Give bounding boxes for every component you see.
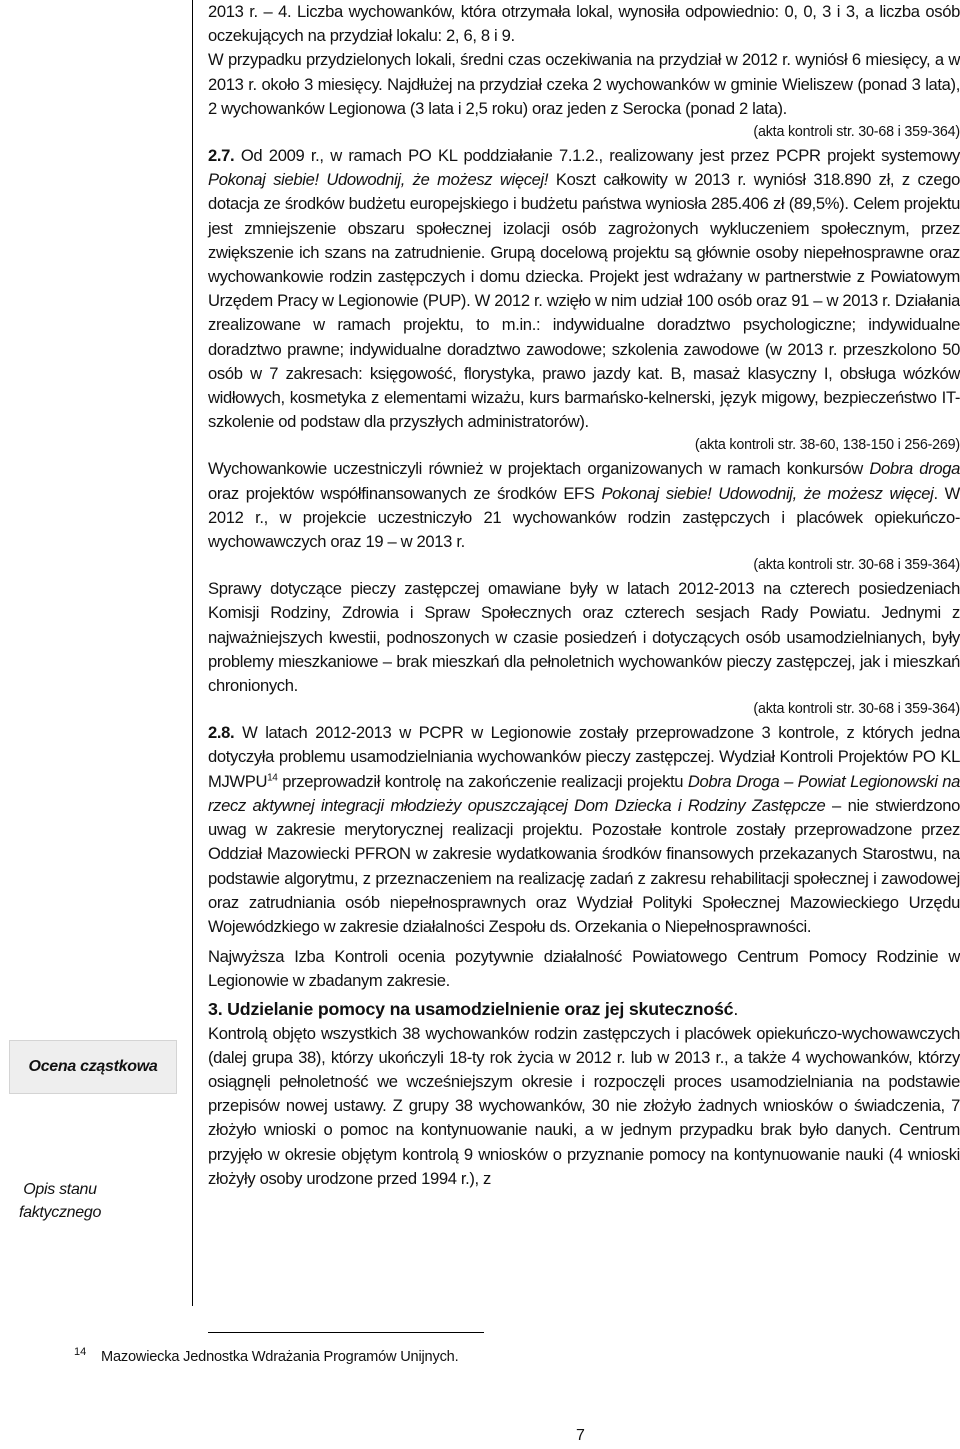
heading-dot: . xyxy=(733,998,739,1019)
project-name-italic: Dobra Droga – Powiat Legionowski na rzecz aktywnej integracji młodzieży opuszczającej Dom Dziecka i Rodziny Zastępcze xyxy=(208,771,960,815)
footnote-text: Mazowiecka Jednostka Wdrażania Programów Unijnych. xyxy=(101,1349,459,1365)
paragraph-2-8 xyxy=(208,721,960,939)
text-span: . W 2012 r., w projekcie uczestniczyło 21 wychowanków rodzin zastępczych i placówek opiekuńczo-wychowawczych oraz 19 – w 2013 r. xyxy=(208,483,960,552)
text-span: przeprowadził kontrolę na zakończenie realizacji projektu xyxy=(277,771,688,791)
ocena-czastkowa-label: Ocena cząstkowa xyxy=(28,1058,158,1075)
reference-akta-2: (akta kontroli str. 38-60, 138-150 i 256-269) xyxy=(694,437,960,454)
section-heading-3 xyxy=(208,996,960,1022)
project-name-italic: Pokonaj siebie! Udowodnij, że możesz więcej xyxy=(601,483,934,503)
project-name-italic: Dobra droga xyxy=(869,459,960,479)
paragraph-ocena-nik: Najwyższa Izba Kontroli ocenia pozytywnie działalność Powiatowego Centrum Pomocy Rodzinie w Legionowie w zbadanym zakresie. xyxy=(208,947,960,991)
footnote-ref-14[interactable]: 14 xyxy=(267,772,278,784)
opis-stanu-label xyxy=(0,1178,120,1224)
text-span: Wychowankowie uczestniczyli również w projektach organizowanych w ramach konkursów xyxy=(208,459,870,479)
heading-text: 3. Udzielanie pomocy na usamodzielnienie oraz jej skuteczność xyxy=(208,998,734,1019)
text-span: – nie stwierdzono uwag w zakresie merytorycznej realizacji projektu. Pozostałe kontrole zostały przeprowadzone przez Oddział Mazowiecki PFRON w zakresie wydatkowania środków finansowych przekazanych Starostwu, na podstawie algorytmu, z przeznaczeniem na realizację zadań z zakresu rehabilitacji społecznej i zawodowej oraz zatrudniania osób niepełnosprawnych oraz Wydział Polityki Społecznej Mazowieckiego Urzędu Wojewódzkiego w zakresie działalności Zespołu ds. Orzekania o Niepełnosprawności. xyxy=(208,795,960,936)
reference-akta-1: (akta kontroli str. 30-68 i 359-364) xyxy=(753,124,960,141)
paragraph-kontrola-objeto: Kontrolą objęto wszystkich 38 wychowanków rodzin zastępczych i placówek opiekuńczo-wychowawczych (dalej grupa 38), którzy ukończyli 18-ty rok życia w 2012 r. lub w 2013 r., a także 4 wychowanków, którzy osiągnęli pełnoletność we wcześniejszym okresie i rozpoczęli proces usamodzielniania na podstawie przepisów nowej ustawy. Z grupy 38 wychowanków, 30 nie złożyło żadnych wniosków o świadczenia, 7 złożyło wnioski o pomoc na kontynuowanie nauki, a w jednym przypadku brak było danych. Centrum przyjęło w okresie objętym kontrolą 9 wniosków o przyznanie pomocy na kontynuowanie nauki (4 wnioski złożyły osoby urodzone przed 1994 r.), z xyxy=(208,1023,960,1188)
text-span: W latach 2012-2013 w PCPR w Legionowie zostały przeprowadzone 3 kontrole, z których jedna dotyczyła problemu usamodzielniania wychowanków pieczy zastępczej. Wydział Kontroli Projektów PO KL MJWPU xyxy=(208,723,960,791)
page-number: 7 xyxy=(576,1427,585,1444)
project-name-italic: Pokonaj siebie! Udowodnij, że możesz więcej! xyxy=(208,170,549,190)
text-span: oraz projektów współfinansowanych ze środków EFS xyxy=(208,483,602,503)
reference-akta-4: (akta kontroli str. 30-68 i 359-364) xyxy=(753,701,960,718)
paragraph-czas-oczekiwania: W przypadku przydzielonych lokali, średni czas oczekiwania na przydział w 2012 r. wyniósł 6 miesięcy, a w 2013 r. około 3 miesięcy. Najdłużej na przydział czeka 2 wychowanków w gminie Wieliszew (ponad 3 lata), 2 wychowanków Legionowa (3 lata i 2,5 roku) oraz jeden z Serocka (ponad 2 lata). xyxy=(208,50,960,118)
footnote-number: 14 xyxy=(74,1346,87,1358)
reference-akta-3: (akta kontroli str. 30-68 i 359-364) xyxy=(753,557,960,574)
main-text-column xyxy=(208,0,960,1191)
section-number-2-8: 2.8. xyxy=(208,723,235,743)
opis-stanu-line-2: faktycznego xyxy=(18,1204,102,1221)
paragraph-sprawy-pieczy: Sprawy dotyczące pieczy zastępczej omawiane były w latach 2012-2013 na czterech posiedzeniach Komisji Rodziny, Zdrowia i Spraw Społecznych oraz czterech sesjach Rady Powiatu. Jednymi z najważniejszych kwestii, podnoszonych w czasie posiedzeń i dotyczących osób usamodzielnianych, były problemy mieszkaniowe – brak mieszkań dla pełnoletnich wychowanków pieczy zastępczej, jak i mieszkań chronionych. xyxy=(208,579,960,696)
ocena-czastkowa-box xyxy=(9,1040,177,1094)
text-span: Koszt całkowity w 2013 r. wyniósł 318.890 zł, z czego dotacja ze środków budżetu europejskiego i budżetu państwa wyniosła 285.406 zł (89,5%). Celem projektu jest zmniejszenie obszaru społecznej izolacji osób zagrożonych wykluczeniem społecznym, przez zwiększenie ich szans na zatrudnienie. Grupą docelową projektu są głównie osoby niepełnosprawne oraz wychowankowie rodzin zastępczych i domu dziecka. Projekt jest wdrażany w partnerstwie z Powiatowym Urzędem Pracy w Legionowie (PUP). W 2012 r. wzięło w nim udział 100 osób oraz 91 – w 2013 r. Działania zrealizowane w ramach projektu, to m.in.: indywidualne doradztwo psychologiczne; indywidualne doradztwo prawne; indywidualne doradztwo zawodowe; szkolenia zawodowe (w 2013 r. przeszkolono 50 osób w 7 zakresach: księgowość, florystyka, prawo jazdy kat. B, masaż klasyczny I, obsługa wózków widłowych, kosmetyka z elementami wizażu, kurs barmańsko-kelnerski, język migowy, bezpieczeństwo IT-szkolenie od podstaw dla przyszłych administratorów). xyxy=(208,170,960,432)
paragraph-2-7 xyxy=(208,144,960,434)
paragraph-lokale-liczba: 2013 r. – 4. Liczba wychowanków, która otrzymała lokal, wynosiła odpowiednio: 0, 0, 3 i 3, a liczba osób oczekujących na przydział lokalu: 2, 6, 8 i 9. xyxy=(208,2,960,46)
text-span: Od 2009 r., w ramach PO KL poddziałanie 7.1.2., realizowany jest przez PCPR projekt systemowy xyxy=(234,146,960,166)
opis-stanu-line-1: Opis stanu xyxy=(23,1181,97,1198)
column-divider xyxy=(192,0,193,1306)
section-number-2-7: 2.7. xyxy=(208,146,235,166)
footnote-rule xyxy=(208,1332,484,1333)
paragraph-projekty-konkursy xyxy=(208,457,960,554)
